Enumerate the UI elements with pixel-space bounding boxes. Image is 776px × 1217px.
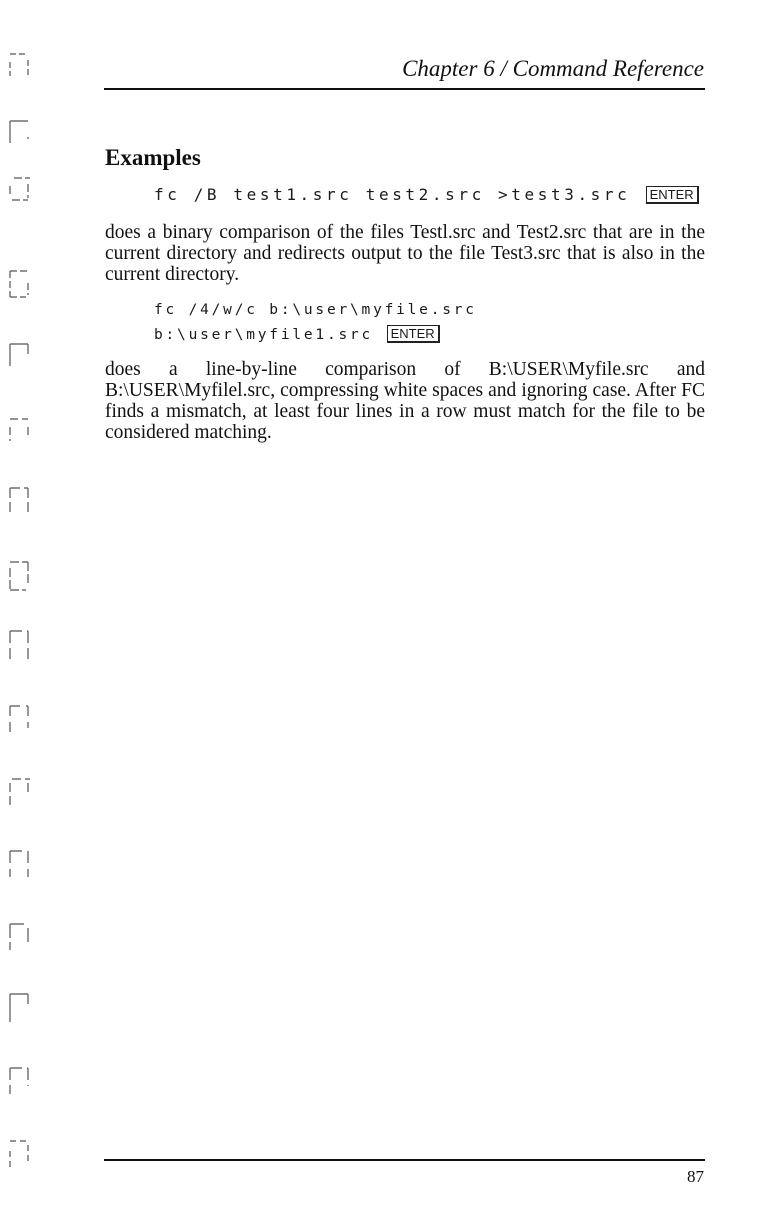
example-description: does a binary comparison of the files Testl.src and Test2.src that are in the current directory and redirects output to the file Test3.src that is also in the current directory.: [105, 222, 705, 285]
section-heading: Examples: [105, 145, 201, 170]
example-command: [154, 185, 699, 204]
binding-mark: [6, 988, 34, 1018]
command-text: b:\user\myfile1.src: [154, 327, 374, 343]
page-number: 87: [687, 1167, 704, 1186]
binding-mark: [6, 845, 34, 875]
binding-mark: [6, 413, 34, 443]
binding-mark: [6, 338, 34, 368]
example-command-line: [154, 325, 440, 343]
binding-mark: [6, 1135, 34, 1165]
enter-key-icon: ENTER: [387, 325, 440, 343]
footer-rule: [104, 1159, 705, 1161]
header-rule: [104, 88, 705, 90]
command-text: fc /B test1.src test2.src >test3.src: [154, 185, 631, 204]
binding-mark: [6, 700, 34, 730]
binding-mark: [6, 773, 34, 803]
binding-mark: [6, 48, 34, 78]
binding-mark: [6, 918, 34, 948]
example-command-line: fc /4/w/c b:\user\myfile.src: [154, 302, 477, 318]
binding-mark: [6, 1062, 34, 1092]
enter-key-icon: ENTER: [646, 186, 699, 204]
binding-mark: [6, 115, 34, 145]
example-description: does a line-by-line comparison of B:\USER\Myfile.src and B:\USER\Myfilel.src, compressing white spaces and ignoring case. After FC finds a mismatch, at least four lines in a row must match for the file to be considered matching.: [105, 359, 705, 443]
binding-mark: [6, 172, 34, 202]
binding-mark: [6, 482, 34, 512]
binding-mark: [6, 265, 34, 295]
binding-mark: [6, 625, 34, 655]
chapter-header: Chapter 6 / Command Reference: [402, 56, 704, 81]
binding-mark: [6, 556, 34, 586]
binding-hole-marks: [6, 0, 66, 1217]
